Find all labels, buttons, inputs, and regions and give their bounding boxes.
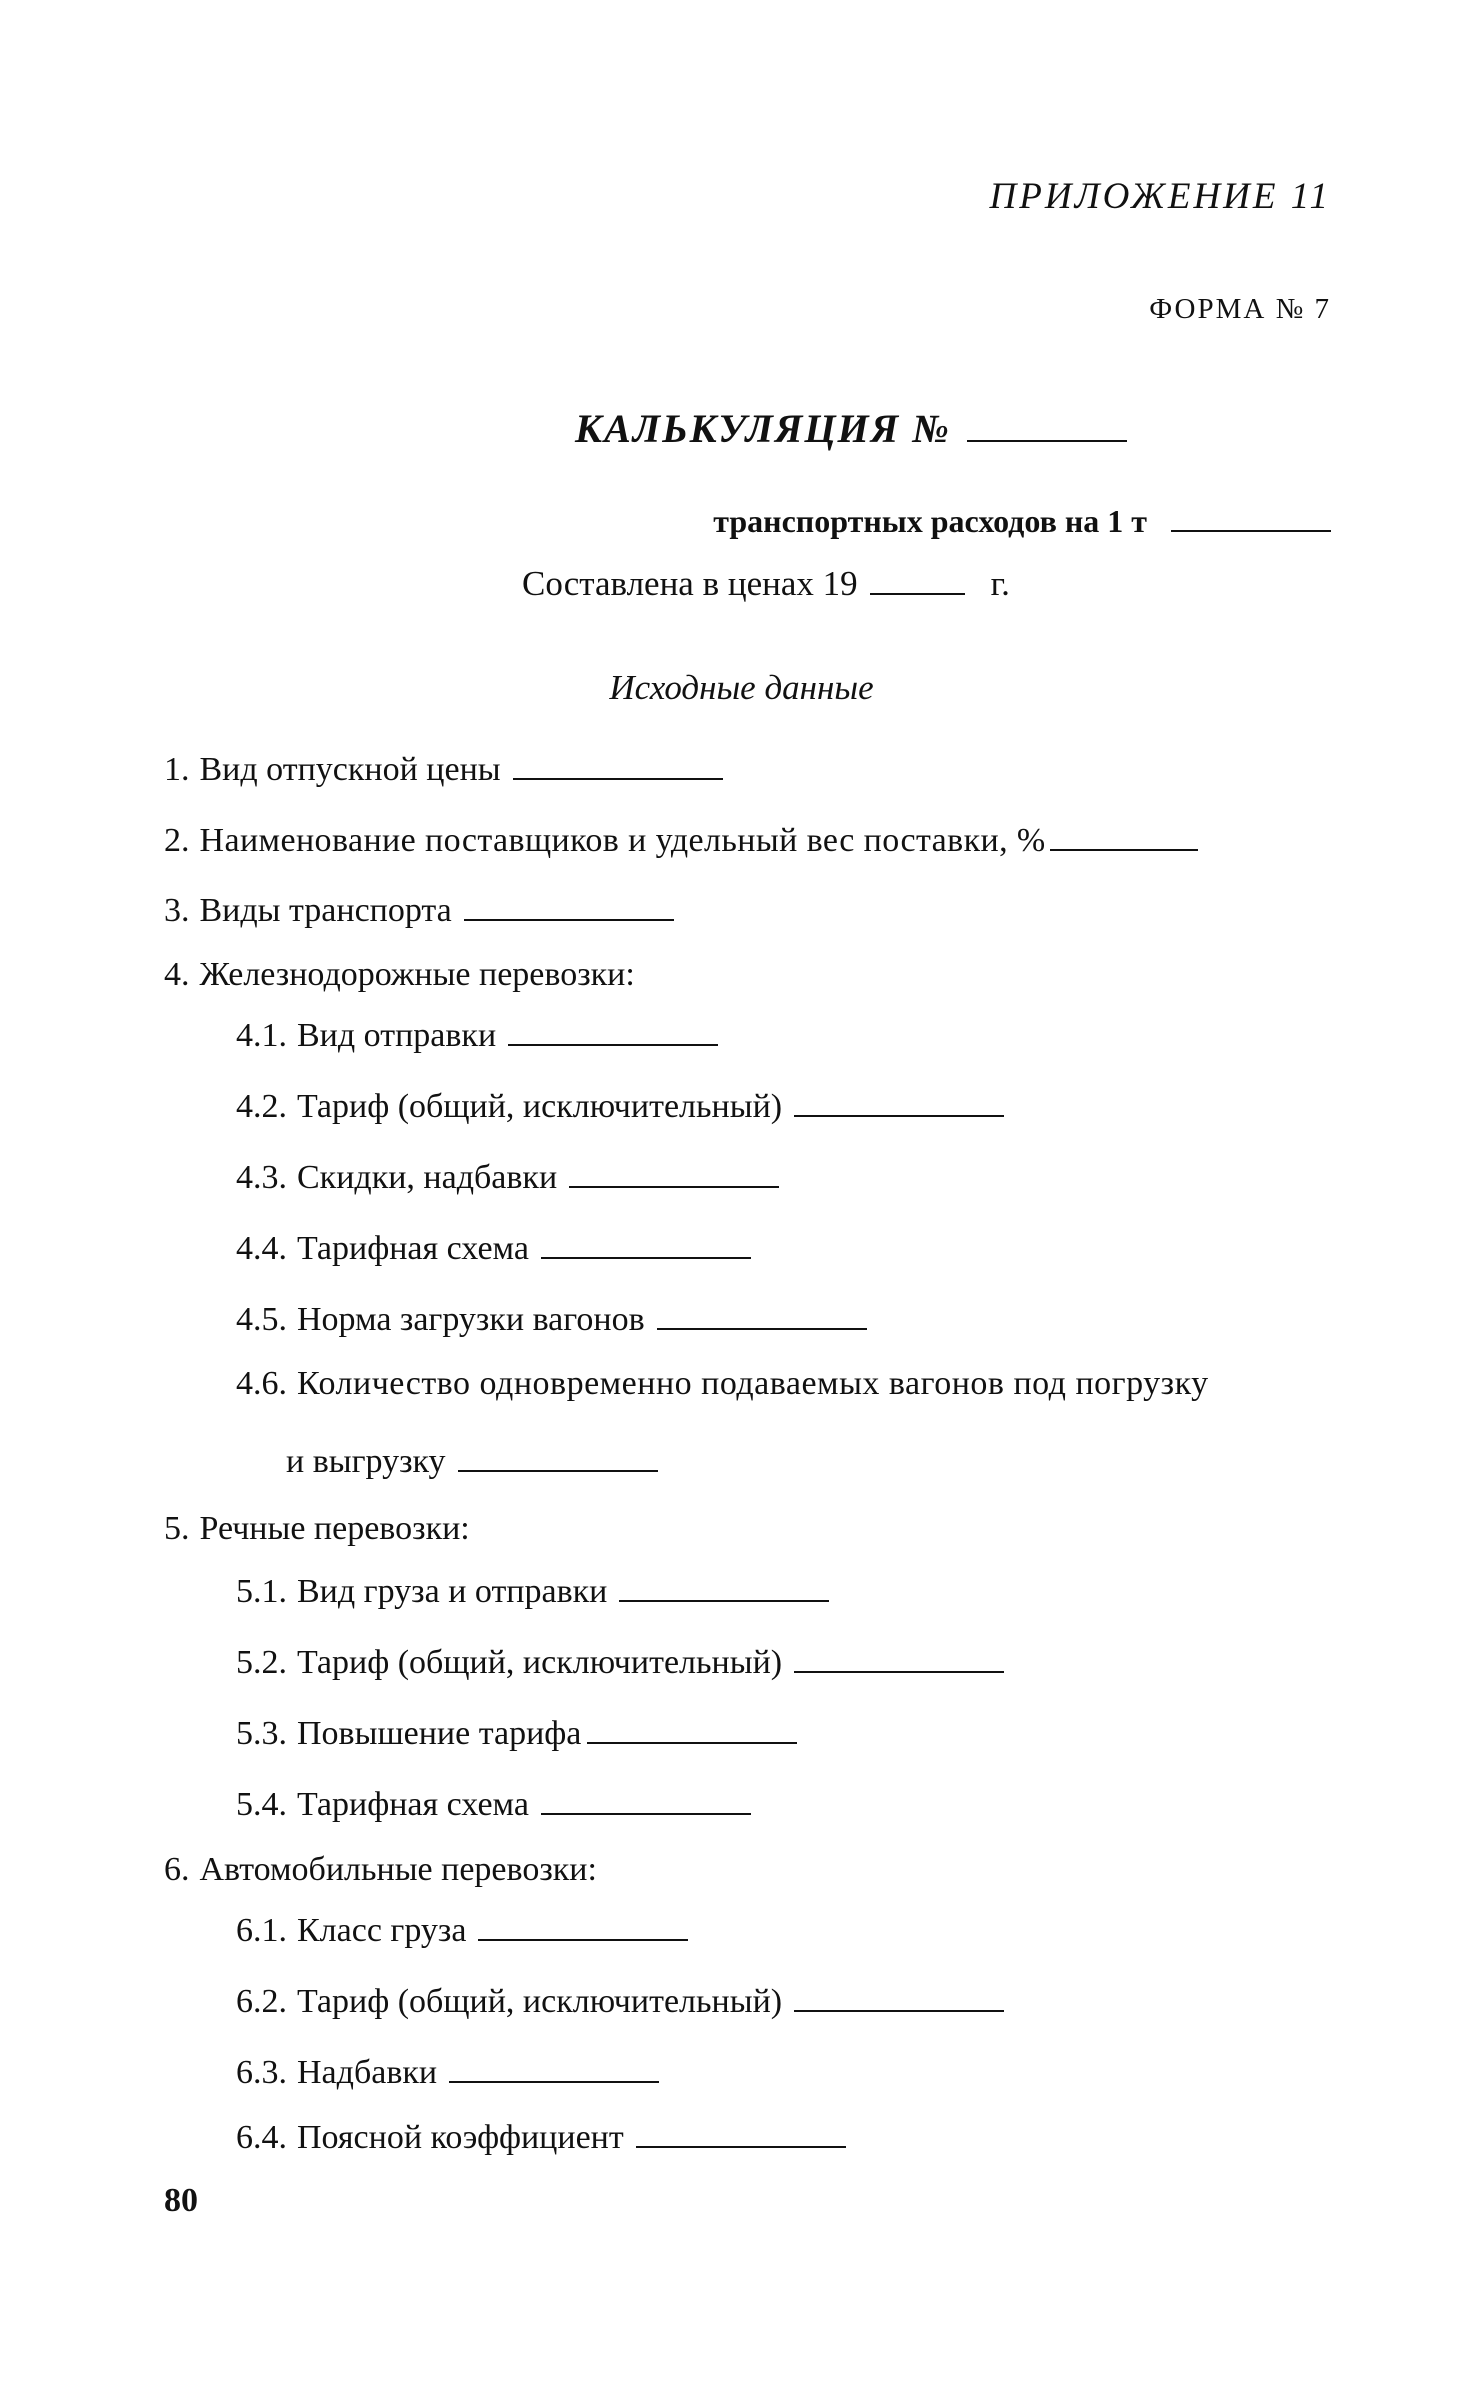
list-item [236,1223,751,1268]
item-text: Вид отпускной цены [199,751,501,788]
item-number: 6.3. [236,2054,287,2091]
item-text: Класс груза [297,1912,467,1949]
list-item [236,1294,867,1339]
item-number: 5.1. [236,1573,287,1610]
item-text: Повышение тарифа [297,1715,582,1752]
appendix-label: ПРИЛОЖЕНИЕ 11 [989,176,1331,217]
list-item [164,1851,597,1889]
item-blank [513,744,723,780]
list-item [236,1976,1004,2021]
item-text: Речные перевозки: [199,1510,470,1547]
list-item [236,1905,688,1950]
item-text: Вид отправки [297,1017,497,1054]
item-blank [464,885,674,921]
list-item [164,744,723,789]
item-text: Тариф (общий, исключительный) [297,1644,783,1681]
item-text: Скидки, надбавки [297,1159,558,1196]
item-blank [541,1779,751,1815]
item-number: 1. [164,751,190,788]
item-number: 4.6. [236,1365,287,1402]
list-item [236,1708,797,1753]
item-text: и выгрузку [286,1443,446,1480]
item-number: 5.4. [236,1786,287,1823]
calculation-label: КАЛЬКУЛЯЦИЯ № [575,406,951,451]
title-line-1-text: транспортных расходов на 1 т [713,503,1147,539]
item-blank [541,1223,751,1259]
year-blank [870,558,965,595]
item-number: 3. [164,892,190,929]
list-item [236,1779,751,1824]
item-blank [569,1152,779,1188]
item-number: 4.3. [236,1159,287,1196]
item-number: 6.1. [236,1912,287,1949]
item-blank [794,1081,1004,1117]
title-line-2-prefix: Составлена в ценах 19 [522,564,858,603]
item-blank [794,1976,1004,2012]
calculation-number-blank [967,400,1127,442]
calculation-title [575,400,1127,452]
list-item [164,885,674,930]
item-text: Надбавки [297,2054,438,2091]
list-item [236,1566,829,1611]
item-blank [619,1566,829,1602]
item-text: Норма загрузки вагонов [297,1301,645,1338]
item-number: 6.2. [236,1983,287,2020]
item-text: Поясной коэффициент [297,2119,624,2156]
item-number: 4.4. [236,1230,287,1267]
title-line-2 [522,558,1010,604]
item-text: Железнодорожные перевозки: [199,956,635,993]
list-item [286,1436,658,1481]
list-item [236,2047,659,2092]
item-text: Автомобильные перевозки: [199,1851,597,1888]
item-text: Тариф (общий, исключительный) [297,1088,783,1125]
item-text: Наименование поставщиков и удельный вес поставки, % [199,822,1046,859]
item-text: Тарифная схема [297,1230,529,1267]
list-item [236,1010,718,1055]
item-number: 4.2. [236,1088,287,1125]
list-item [164,815,1198,860]
list-item [236,1365,1209,1403]
item-text: Виды транспорта [199,892,452,929]
list-item [164,1510,470,1548]
item-number: 6.4. [236,2119,287,2156]
item-blank [478,1905,688,1941]
item-text: Тарифная схема [297,1786,529,1823]
item-number: 6. [164,1851,190,1888]
item-blank [508,1010,718,1046]
item-text: Тариф (общий, исключительный) [297,1983,783,2020]
item-blank [449,2047,659,2083]
list-item [236,2112,846,2157]
title-line-1 [713,498,1331,540]
item-text: Вид груза и отправки [297,1573,608,1610]
page-number: 80 [164,2182,198,2219]
item-number: 5.2. [236,1644,287,1681]
item-blank [587,1708,797,1744]
item-blank [636,2112,846,2148]
list-item [164,956,635,994]
list-item [236,1152,779,1197]
item-text: Количество одновременно подаваемых вагонов под погрузку [297,1365,1209,1402]
item-blank [657,1294,867,1330]
item-number: 4.1. [236,1017,287,1054]
item-number: 5. [164,1510,190,1547]
item-number: 5.3. [236,1715,287,1752]
item-number: 4.5. [236,1301,287,1338]
title-line-2-suffix: г. [990,564,1010,603]
section-subtitle: Исходные данные [609,668,874,707]
title-line-1-blank [1171,498,1331,532]
item-blank [794,1637,1004,1673]
item-number: 2. [164,822,190,859]
item-blank [1050,815,1198,851]
list-item [236,1637,1004,1682]
item-number: 4. [164,956,190,993]
item-blank [458,1436,658,1472]
form-number: ФОРМА № 7 [1149,293,1331,325]
list-item [236,1081,1004,1126]
